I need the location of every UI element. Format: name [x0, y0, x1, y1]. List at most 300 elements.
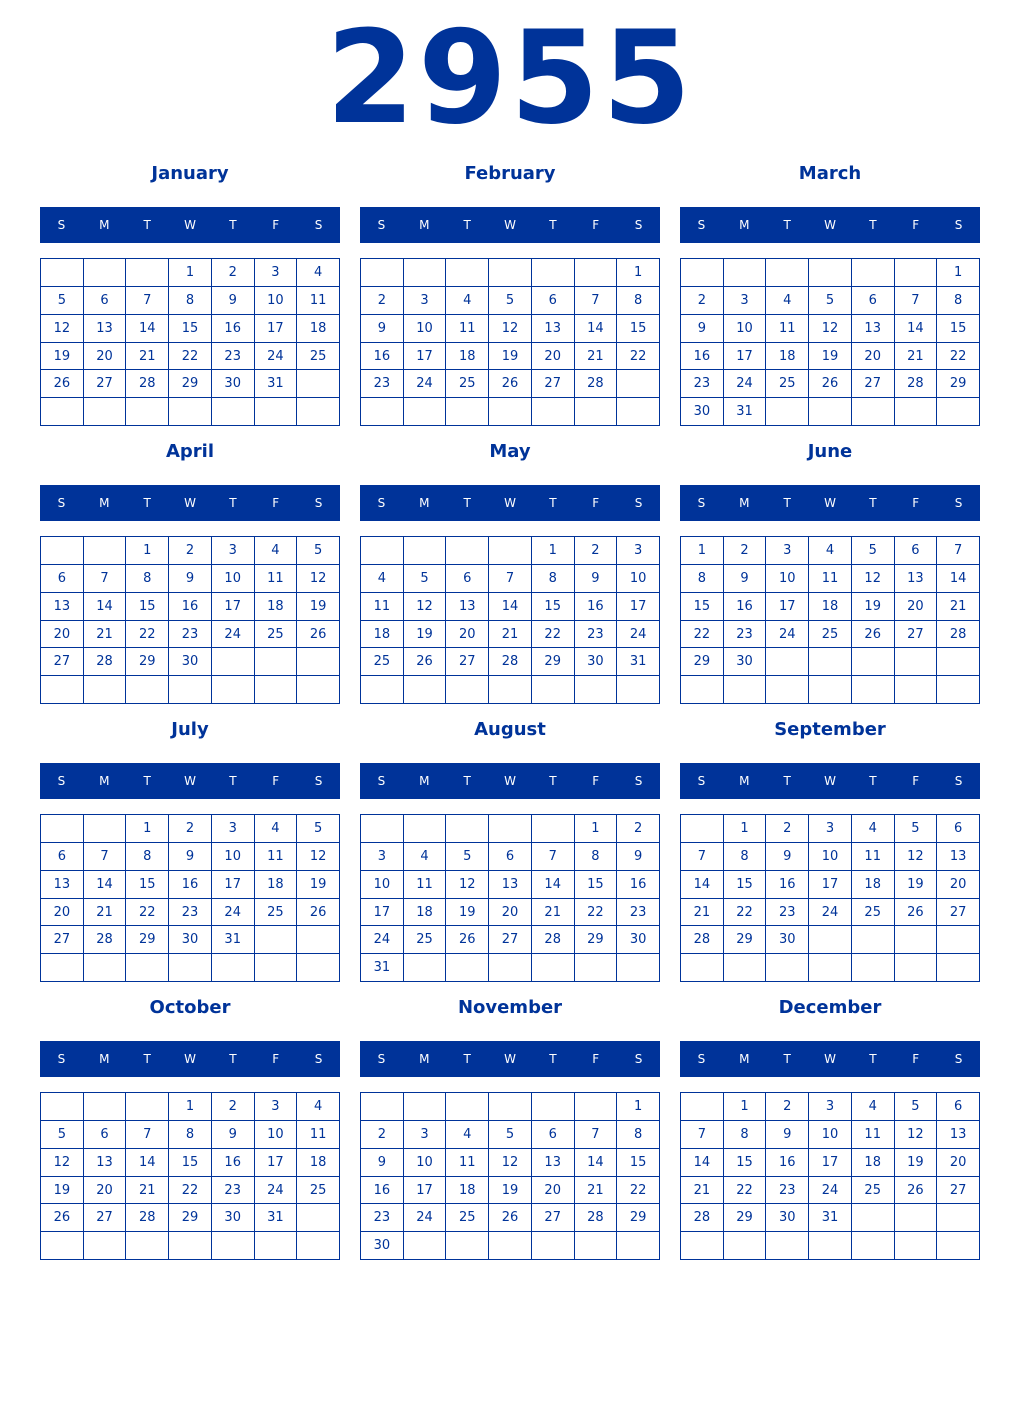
weekday-label: S — [954, 1052, 963, 1066]
empty-day-cell — [169, 1232, 212, 1260]
day-cell: 19 — [446, 899, 489, 927]
empty-day-cell — [255, 398, 298, 426]
weekday-label: T — [143, 1052, 151, 1066]
day-cell: 11 — [446, 315, 489, 343]
weekday-label: M — [419, 218, 430, 232]
day-cell: 27 — [446, 648, 489, 676]
day-cell: 17 — [617, 593, 660, 621]
weekday-label: M — [419, 774, 430, 788]
empty-day-cell — [681, 815, 724, 843]
day-cell: 28 — [126, 1204, 169, 1232]
day-cell: 5 — [489, 287, 532, 315]
weekday-label: T — [463, 1052, 471, 1066]
day-cell: 20 — [84, 343, 127, 371]
month-january — [40, 160, 340, 438]
day-cell: 21 — [84, 899, 127, 927]
weekday-label: W — [824, 496, 836, 510]
day-cell: 8 — [575, 843, 618, 871]
day-cell: 12 — [41, 1149, 84, 1177]
day-cell: 9 — [575, 565, 618, 593]
day-cell: 27 — [84, 370, 127, 398]
empty-day-cell — [895, 1232, 938, 1260]
empty-day-cell — [681, 259, 724, 287]
weekday-label: S — [377, 496, 386, 510]
weekday-header — [680, 763, 980, 799]
day-cell: 13 — [532, 315, 575, 343]
weekday-label: S — [634, 774, 643, 788]
day-cell: 5 — [41, 287, 84, 315]
weekday-label: F — [272, 774, 280, 788]
day-cell: 27 — [41, 648, 84, 676]
empty-day-cell — [489, 815, 532, 843]
day-cell: 12 — [895, 843, 938, 871]
day-cell: 18 — [361, 621, 404, 649]
empty-day-cell — [766, 648, 809, 676]
day-cell: 7 — [126, 1121, 169, 1149]
day-cell: 10 — [809, 1121, 852, 1149]
weekday-label: T — [869, 1052, 877, 1066]
day-cell: 24 — [212, 621, 255, 649]
empty-day-cell — [126, 676, 169, 704]
day-cell: 21 — [126, 343, 169, 371]
day-cell: 29 — [724, 926, 767, 954]
day-cell: 23 — [212, 1177, 255, 1205]
day-cell: 17 — [809, 1149, 852, 1177]
empty-day-cell — [297, 648, 340, 676]
empty-day-cell — [169, 398, 212, 426]
day-grid — [40, 536, 340, 704]
weekday-label: W — [184, 218, 196, 232]
day-cell: 3 — [809, 1093, 852, 1121]
day-cell: 10 — [255, 287, 298, 315]
month-may — [360, 438, 660, 716]
day-cell: 29 — [126, 648, 169, 676]
day-cell: 26 — [41, 370, 84, 398]
day-cell: 8 — [617, 287, 660, 315]
day-cell: 10 — [809, 843, 852, 871]
day-cell: 8 — [169, 287, 212, 315]
day-cell: 26 — [489, 370, 532, 398]
empty-day-cell — [937, 954, 980, 982]
weekday-label: M — [419, 496, 430, 510]
weekday-label: M — [99, 1052, 110, 1066]
weekday-label: F — [272, 1052, 280, 1066]
weekday-label: T — [869, 218, 877, 232]
empty-day-cell — [126, 1093, 169, 1121]
day-cell: 28 — [84, 926, 127, 954]
day-cell: 6 — [446, 565, 489, 593]
weekday-label: S — [377, 1052, 386, 1066]
day-cell: 26 — [404, 648, 447, 676]
day-cell: 25 — [297, 343, 340, 371]
weekday-label: F — [592, 496, 600, 510]
day-cell: 5 — [297, 815, 340, 843]
weekday-header — [40, 1041, 340, 1077]
day-cell: 2 — [766, 1093, 809, 1121]
empty-day-cell — [489, 954, 532, 982]
day-cell: 19 — [489, 343, 532, 371]
day-grid — [360, 258, 660, 426]
day-cell: 2 — [766, 815, 809, 843]
day-cell: 14 — [84, 871, 127, 899]
day-cell: 23 — [766, 899, 809, 927]
month-november — [360, 994, 660, 1272]
day-cell: 5 — [852, 537, 895, 565]
weekday-label: S — [634, 1052, 643, 1066]
empty-day-cell — [41, 259, 84, 287]
day-cell: 22 — [724, 1177, 767, 1205]
day-cell: 7 — [126, 287, 169, 315]
month-name: August — [474, 719, 546, 740]
empty-day-cell — [766, 398, 809, 426]
day-cell: 2 — [681, 287, 724, 315]
empty-day-cell — [617, 954, 660, 982]
empty-day-cell — [724, 259, 767, 287]
weekday-label: S — [697, 1052, 706, 1066]
day-cell: 18 — [766, 343, 809, 371]
weekday-label: T — [229, 774, 237, 788]
day-cell: 29 — [126, 926, 169, 954]
day-cell: 11 — [255, 843, 298, 871]
month-name: February — [464, 163, 556, 184]
day-cell: 11 — [446, 1149, 489, 1177]
day-cell: 10 — [724, 315, 767, 343]
day-cell: 9 — [681, 315, 724, 343]
day-cell: 9 — [212, 287, 255, 315]
day-cell: 10 — [212, 843, 255, 871]
day-cell: 8 — [724, 843, 767, 871]
day-cell: 5 — [895, 815, 938, 843]
day-cell: 3 — [404, 1121, 447, 1149]
day-cell: 21 — [937, 593, 980, 621]
day-cell: 26 — [297, 899, 340, 927]
day-grid — [40, 814, 340, 982]
empty-day-cell — [575, 259, 618, 287]
weekday-label: S — [57, 774, 66, 788]
day-cell: 1 — [937, 259, 980, 287]
day-cell: 30 — [681, 398, 724, 426]
day-cell: 17 — [404, 343, 447, 371]
empty-day-cell — [724, 1232, 767, 1260]
day-cell: 24 — [809, 1177, 852, 1205]
day-cell: 5 — [809, 287, 852, 315]
weekday-label: S — [57, 218, 66, 232]
day-grid — [360, 536, 660, 704]
empty-day-cell — [297, 370, 340, 398]
weekday-label: S — [697, 774, 706, 788]
day-cell: 29 — [617, 1204, 660, 1232]
day-cell: 28 — [937, 621, 980, 649]
day-cell: 6 — [41, 565, 84, 593]
day-cell: 10 — [404, 1149, 447, 1177]
month-name: January — [151, 163, 229, 184]
day-cell: 14 — [126, 315, 169, 343]
empty-day-cell — [41, 1232, 84, 1260]
empty-day-cell — [446, 815, 489, 843]
day-cell: 19 — [41, 343, 84, 371]
day-cell: 21 — [575, 343, 618, 371]
day-cell: 21 — [84, 621, 127, 649]
empty-day-cell — [361, 1093, 404, 1121]
empty-day-cell — [895, 259, 938, 287]
day-cell: 30 — [766, 1204, 809, 1232]
weekday-label: F — [592, 218, 600, 232]
day-cell: 15 — [169, 315, 212, 343]
day-cell: 9 — [724, 565, 767, 593]
empty-day-cell — [937, 648, 980, 676]
month-name: October — [149, 997, 231, 1018]
day-cell: 8 — [937, 287, 980, 315]
day-cell: 4 — [809, 537, 852, 565]
empty-day-cell — [532, 954, 575, 982]
day-cell: 6 — [84, 1121, 127, 1149]
day-cell: 18 — [446, 343, 489, 371]
day-cell: 13 — [937, 1121, 980, 1149]
day-cell: 30 — [575, 648, 618, 676]
day-cell: 2 — [169, 815, 212, 843]
day-cell: 4 — [255, 537, 298, 565]
day-cell: 26 — [41, 1204, 84, 1232]
day-cell: 27 — [41, 926, 84, 954]
empty-day-cell — [852, 954, 895, 982]
weekday-label: M — [99, 218, 110, 232]
day-cell: 7 — [575, 287, 618, 315]
day-cell: 16 — [724, 593, 767, 621]
day-cell: 7 — [532, 843, 575, 871]
day-cell: 28 — [489, 648, 532, 676]
day-cell: 20 — [852, 343, 895, 371]
day-cell: 1 — [532, 537, 575, 565]
day-cell: 9 — [617, 843, 660, 871]
day-cell: 6 — [895, 537, 938, 565]
day-cell: 11 — [404, 871, 447, 899]
day-cell: 12 — [404, 593, 447, 621]
day-cell: 28 — [575, 1204, 618, 1232]
day-cell: 23 — [724, 621, 767, 649]
day-cell: 4 — [404, 843, 447, 871]
day-cell: 4 — [766, 287, 809, 315]
day-cell: 13 — [532, 1149, 575, 1177]
day-cell: 3 — [766, 537, 809, 565]
weekday-header — [680, 485, 980, 521]
weekday-label: S — [634, 218, 643, 232]
empty-day-cell — [404, 537, 447, 565]
day-cell: 29 — [532, 648, 575, 676]
empty-day-cell — [41, 676, 84, 704]
day-cell: 21 — [126, 1177, 169, 1205]
day-cell: 16 — [212, 1149, 255, 1177]
weekday-label: S — [377, 218, 386, 232]
day-cell: 31 — [617, 648, 660, 676]
empty-day-cell — [84, 398, 127, 426]
empty-day-cell — [852, 1232, 895, 1260]
day-cell: 7 — [84, 565, 127, 593]
day-cell: 10 — [255, 1121, 298, 1149]
empty-day-cell — [489, 1093, 532, 1121]
empty-day-cell — [84, 676, 127, 704]
day-cell: 30 — [212, 1204, 255, 1232]
empty-day-cell — [404, 676, 447, 704]
day-cell: 23 — [575, 621, 618, 649]
day-cell: 18 — [255, 593, 298, 621]
day-cell: 19 — [297, 871, 340, 899]
empty-day-cell — [255, 676, 298, 704]
day-cell: 12 — [489, 1149, 532, 1177]
empty-day-cell — [212, 1232, 255, 1260]
day-grid — [680, 1092, 980, 1260]
day-cell: 8 — [126, 843, 169, 871]
day-cell: 1 — [126, 537, 169, 565]
day-cell: 29 — [681, 648, 724, 676]
day-grid — [40, 258, 340, 426]
empty-day-cell — [41, 1093, 84, 1121]
day-cell: 31 — [212, 926, 255, 954]
day-cell: 16 — [169, 871, 212, 899]
empty-day-cell — [212, 398, 255, 426]
empty-day-cell — [852, 1204, 895, 1232]
weekday-label: T — [549, 774, 557, 788]
empty-day-cell — [895, 398, 938, 426]
weekday-label: W — [824, 774, 836, 788]
weekday-label: T — [549, 496, 557, 510]
day-cell: 15 — [532, 593, 575, 621]
day-cell: 23 — [681, 370, 724, 398]
weekday-label: T — [783, 1052, 791, 1066]
day-cell: 3 — [361, 843, 404, 871]
day-cell: 22 — [724, 899, 767, 927]
weekday-label: T — [783, 218, 791, 232]
day-cell: 14 — [489, 593, 532, 621]
month-name: May — [489, 441, 531, 462]
day-cell: 5 — [446, 843, 489, 871]
day-cell: 1 — [575, 815, 618, 843]
day-cell: 30 — [766, 926, 809, 954]
weekday-header — [360, 763, 660, 799]
weekday-label: S — [377, 774, 386, 788]
day-cell: 21 — [681, 899, 724, 927]
day-cell: 12 — [809, 315, 852, 343]
day-cell: 15 — [724, 1149, 767, 1177]
day-cell: 20 — [41, 621, 84, 649]
day-cell: 24 — [724, 370, 767, 398]
day-cell: 16 — [617, 871, 660, 899]
weekday-label: M — [739, 774, 750, 788]
weekday-label: W — [184, 496, 196, 510]
months-grid — [40, 160, 980, 1272]
empty-day-cell — [446, 676, 489, 704]
day-cell: 3 — [617, 537, 660, 565]
empty-day-cell — [575, 398, 618, 426]
day-cell: 20 — [937, 1149, 980, 1177]
empty-day-cell — [297, 398, 340, 426]
day-cell: 20 — [84, 1177, 127, 1205]
day-cell: 3 — [809, 815, 852, 843]
day-cell: 15 — [617, 1149, 660, 1177]
day-cell: 25 — [255, 621, 298, 649]
empty-day-cell — [937, 1204, 980, 1232]
weekday-label: W — [824, 1052, 836, 1066]
empty-day-cell — [809, 648, 852, 676]
day-cell: 20 — [489, 899, 532, 927]
empty-day-cell — [575, 1093, 618, 1121]
weekday-label: S — [57, 1052, 66, 1066]
empty-day-cell — [895, 954, 938, 982]
empty-day-cell — [937, 398, 980, 426]
day-cell: 23 — [169, 899, 212, 927]
day-cell: 24 — [361, 926, 404, 954]
empty-day-cell — [84, 954, 127, 982]
empty-day-cell — [84, 1093, 127, 1121]
day-cell: 26 — [852, 621, 895, 649]
empty-day-cell — [84, 1232, 127, 1260]
empty-day-cell — [126, 1232, 169, 1260]
day-cell: 22 — [169, 343, 212, 371]
day-cell: 2 — [617, 815, 660, 843]
day-cell: 26 — [895, 1177, 938, 1205]
day-cell: 17 — [212, 871, 255, 899]
day-cell: 19 — [809, 343, 852, 371]
empty-day-cell — [681, 1093, 724, 1121]
day-cell: 3 — [212, 815, 255, 843]
empty-day-cell — [446, 954, 489, 982]
empty-day-cell — [361, 398, 404, 426]
day-cell: 25 — [446, 370, 489, 398]
month-december — [680, 994, 980, 1272]
empty-day-cell — [895, 1204, 938, 1232]
day-cell: 6 — [852, 287, 895, 315]
empty-day-cell — [532, 1093, 575, 1121]
empty-day-cell — [297, 1232, 340, 1260]
day-cell: 5 — [41, 1121, 84, 1149]
empty-day-cell — [404, 954, 447, 982]
weekday-label: T — [143, 774, 151, 788]
day-cell: 3 — [255, 259, 298, 287]
day-cell: 17 — [404, 1177, 447, 1205]
day-cell: 3 — [404, 287, 447, 315]
weekday-label: F — [272, 496, 280, 510]
empty-day-cell — [809, 954, 852, 982]
day-cell: 21 — [532, 899, 575, 927]
day-grid — [680, 536, 980, 704]
month-february — [360, 160, 660, 438]
weekday-label: S — [634, 496, 643, 510]
day-cell: 27 — [532, 1204, 575, 1232]
empty-day-cell — [895, 648, 938, 676]
day-cell: 20 — [937, 871, 980, 899]
weekday-header — [360, 1041, 660, 1077]
empty-day-cell — [84, 259, 127, 287]
day-cell: 12 — [297, 843, 340, 871]
day-cell: 25 — [852, 899, 895, 927]
empty-day-cell — [809, 259, 852, 287]
day-cell: 16 — [575, 593, 618, 621]
day-cell: 18 — [852, 1149, 895, 1177]
weekday-label: F — [912, 774, 920, 788]
day-cell: 19 — [404, 621, 447, 649]
day-cell: 15 — [937, 315, 980, 343]
day-cell: 7 — [84, 843, 127, 871]
empty-day-cell — [446, 398, 489, 426]
weekday-label: T — [549, 1052, 557, 1066]
empty-day-cell — [255, 954, 298, 982]
empty-day-cell — [852, 648, 895, 676]
empty-day-cell — [84, 537, 127, 565]
empty-day-cell — [724, 676, 767, 704]
day-cell: 8 — [169, 1121, 212, 1149]
day-cell: 30 — [169, 648, 212, 676]
empty-day-cell — [617, 370, 660, 398]
day-cell: 6 — [532, 1121, 575, 1149]
